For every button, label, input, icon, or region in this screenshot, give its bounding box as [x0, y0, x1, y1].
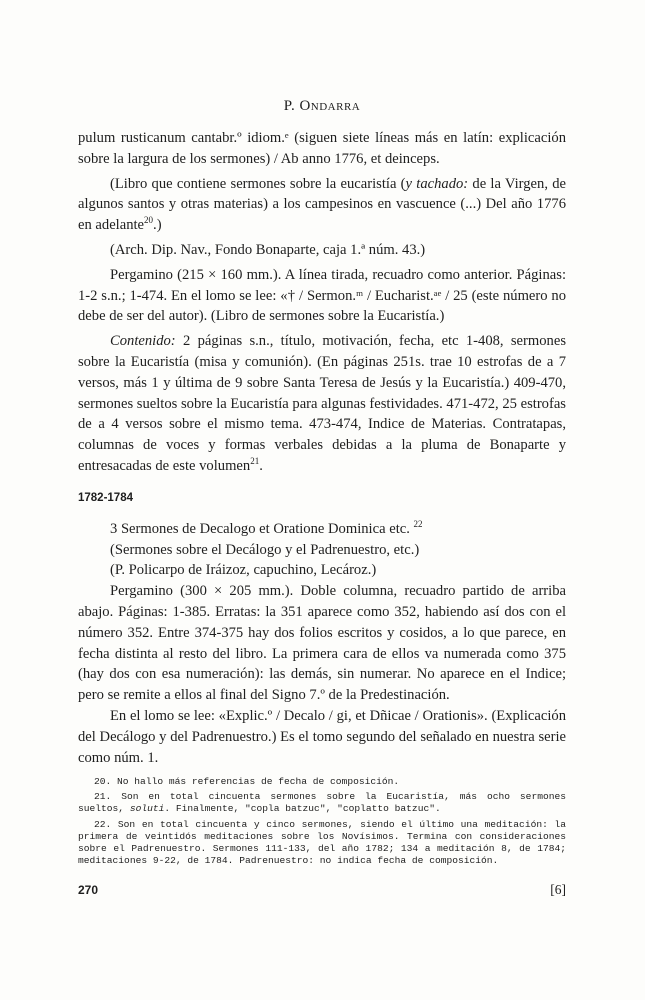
paragraph	[78, 706, 566, 768]
paragraph-text: (Libro que contiene sermones sobre la eucaristía (	[110, 175, 406, 192]
catalog-entry	[78, 488, 566, 768]
paragraph-text: .)	[153, 217, 162, 234]
paragraph-text: Pergamino (300 × 205 mm.). Doble columna, recuadro partido de arriba abajo. Páginas: 1-385. Erratas: la 351 aparece como 352, habiendo así dos con el número 352. Entre 374-375 hay dos folios escritos y cosidos, a lo que parece, en fecha distinta al resto del libro. La primera cara de ellos va numerada como 375 (hay dos con esa numeración): las demás, sin numerar. No aparece en el Indice; pero se remite a ellos al final del Signo 7.º de la Predestinación.	[78, 583, 566, 704]
paragraph-text: (Sermones sobre el Decálogo y el Padrenuestro, etc.)	[110, 541, 420, 558]
footnote: 22. Son en total cincuenta y cinco sermones, siendo el último una meditación: la primera de veintidós meditaciones sobre los Novísimos. Termina con consideraciones sobre el Padrenuestro. Sermones 111-133, del año 1782; 134 a meditación 8, de 1784; meditaciones 9-22, de 1784. Padrenuestro: no indica fecha de composición.	[78, 818, 566, 867]
paragraph	[78, 128, 566, 170]
paragraph-text: (P. Policarpo de Iráizoz, capuchino, Lecároz.)	[110, 562, 377, 579]
paragraph	[78, 331, 566, 477]
footnotes	[78, 776, 566, 870]
footnote	[78, 791, 566, 815]
footnote-ref: 21	[250, 456, 260, 467]
footnote-text: 21. Son en total cincuenta sermones sobre la Eucaristía, más ocho sermones sueltos,	[78, 791, 566, 815]
italic-text: y tachado:	[405, 175, 469, 192]
italic-text: soluti	[129, 803, 165, 815]
paragraph-text: de la Virgen, de algunos santos y otras materias) a los campesinos en vascuence (...) Del año 1776 en adelante	[78, 175, 566, 234]
footnote-text: . Finalmente, "copla batzuc", "coplatto batzuc".	[164, 803, 441, 815]
signature-mark: [6]	[550, 882, 566, 897]
entry-title-text: 3 Sermones de Decalogo et Oratione Dominica etc.	[110, 520, 410, 537]
running-head	[78, 98, 566, 115]
footnote-ref: 22	[413, 518, 423, 529]
footnote: 20. No hallo más referencias de fecha de composición.	[94, 776, 400, 787]
paragraph-text: .	[259, 457, 263, 474]
paragraph	[78, 174, 566, 236]
paragraph-text: (Arch. Dip. Nav., Fondo Bonaparte, caja 1.ª núm. 43.)	[110, 241, 426, 258]
paragraph	[78, 581, 566, 706]
paragraph	[78, 240, 566, 261]
paragraph-text: pulum rusticanum cantabr.º idiom.ᵉ (siguen siete líneas más en latín: explicación sobre la largura de los sermones) / Ab anno 1776, et deinceps.	[78, 130, 566, 167]
page-footer	[78, 882, 566, 898]
paragraph	[78, 540, 566, 561]
italic-text: Contenido:	[110, 333, 176, 350]
paragraph	[78, 265, 566, 327]
page-number: 270	[78, 883, 99, 897]
running-head-text: P. Ondarra	[283, 98, 361, 114]
paragraph-text: 2 páginas s.n., título, motivación, fecha, etc 1-408, sermones sobre la Eucaristía (misa y comunión). (En páginas 251s. trae 10 estrofas de a 7 versos, más 1 y última de 9 sobre Santa Teresa de Jesús y la Eucaristía.) 409-470, sermones sueltos sobre la Eucaristía para algunas festividades. 471-472, 25 estrofas de a 4 versos sobre el mismo tema. 473-474, Indice de Materias. Contratapas, columnas de voces y formas verbales debidas a la pluma de Bonaparte y entresacadas de este volumen	[78, 333, 566, 474]
paragraph-text: En el lomo se lee: «Explic.º / Decalo / gi, et Dñicae / Orationis». (Explicación del Decálogo y del Padrenuestro.) Es el tomo segundo del señalado en nuestra serie como núm. 1.	[78, 707, 566, 766]
body-text	[78, 128, 566, 477]
entry-title	[78, 519, 566, 540]
paragraph-text: Pergamino (215 × 160 mm.). A línea tirada, recuadro como anterior. Páginas: 1-2 s.n.; 1-474. En el lomo se lee: «† / Sermon.ᵐ / Eucharist.ᵃᵉ / 25 (este número no debe de ser del autor). (Libro de sermones sobre la Eucaristía.)	[78, 266, 566, 325]
footnote-ref: 20	[144, 215, 154, 226]
section-date: 1782-1784	[78, 492, 133, 504]
paragraph	[78, 560, 566, 581]
